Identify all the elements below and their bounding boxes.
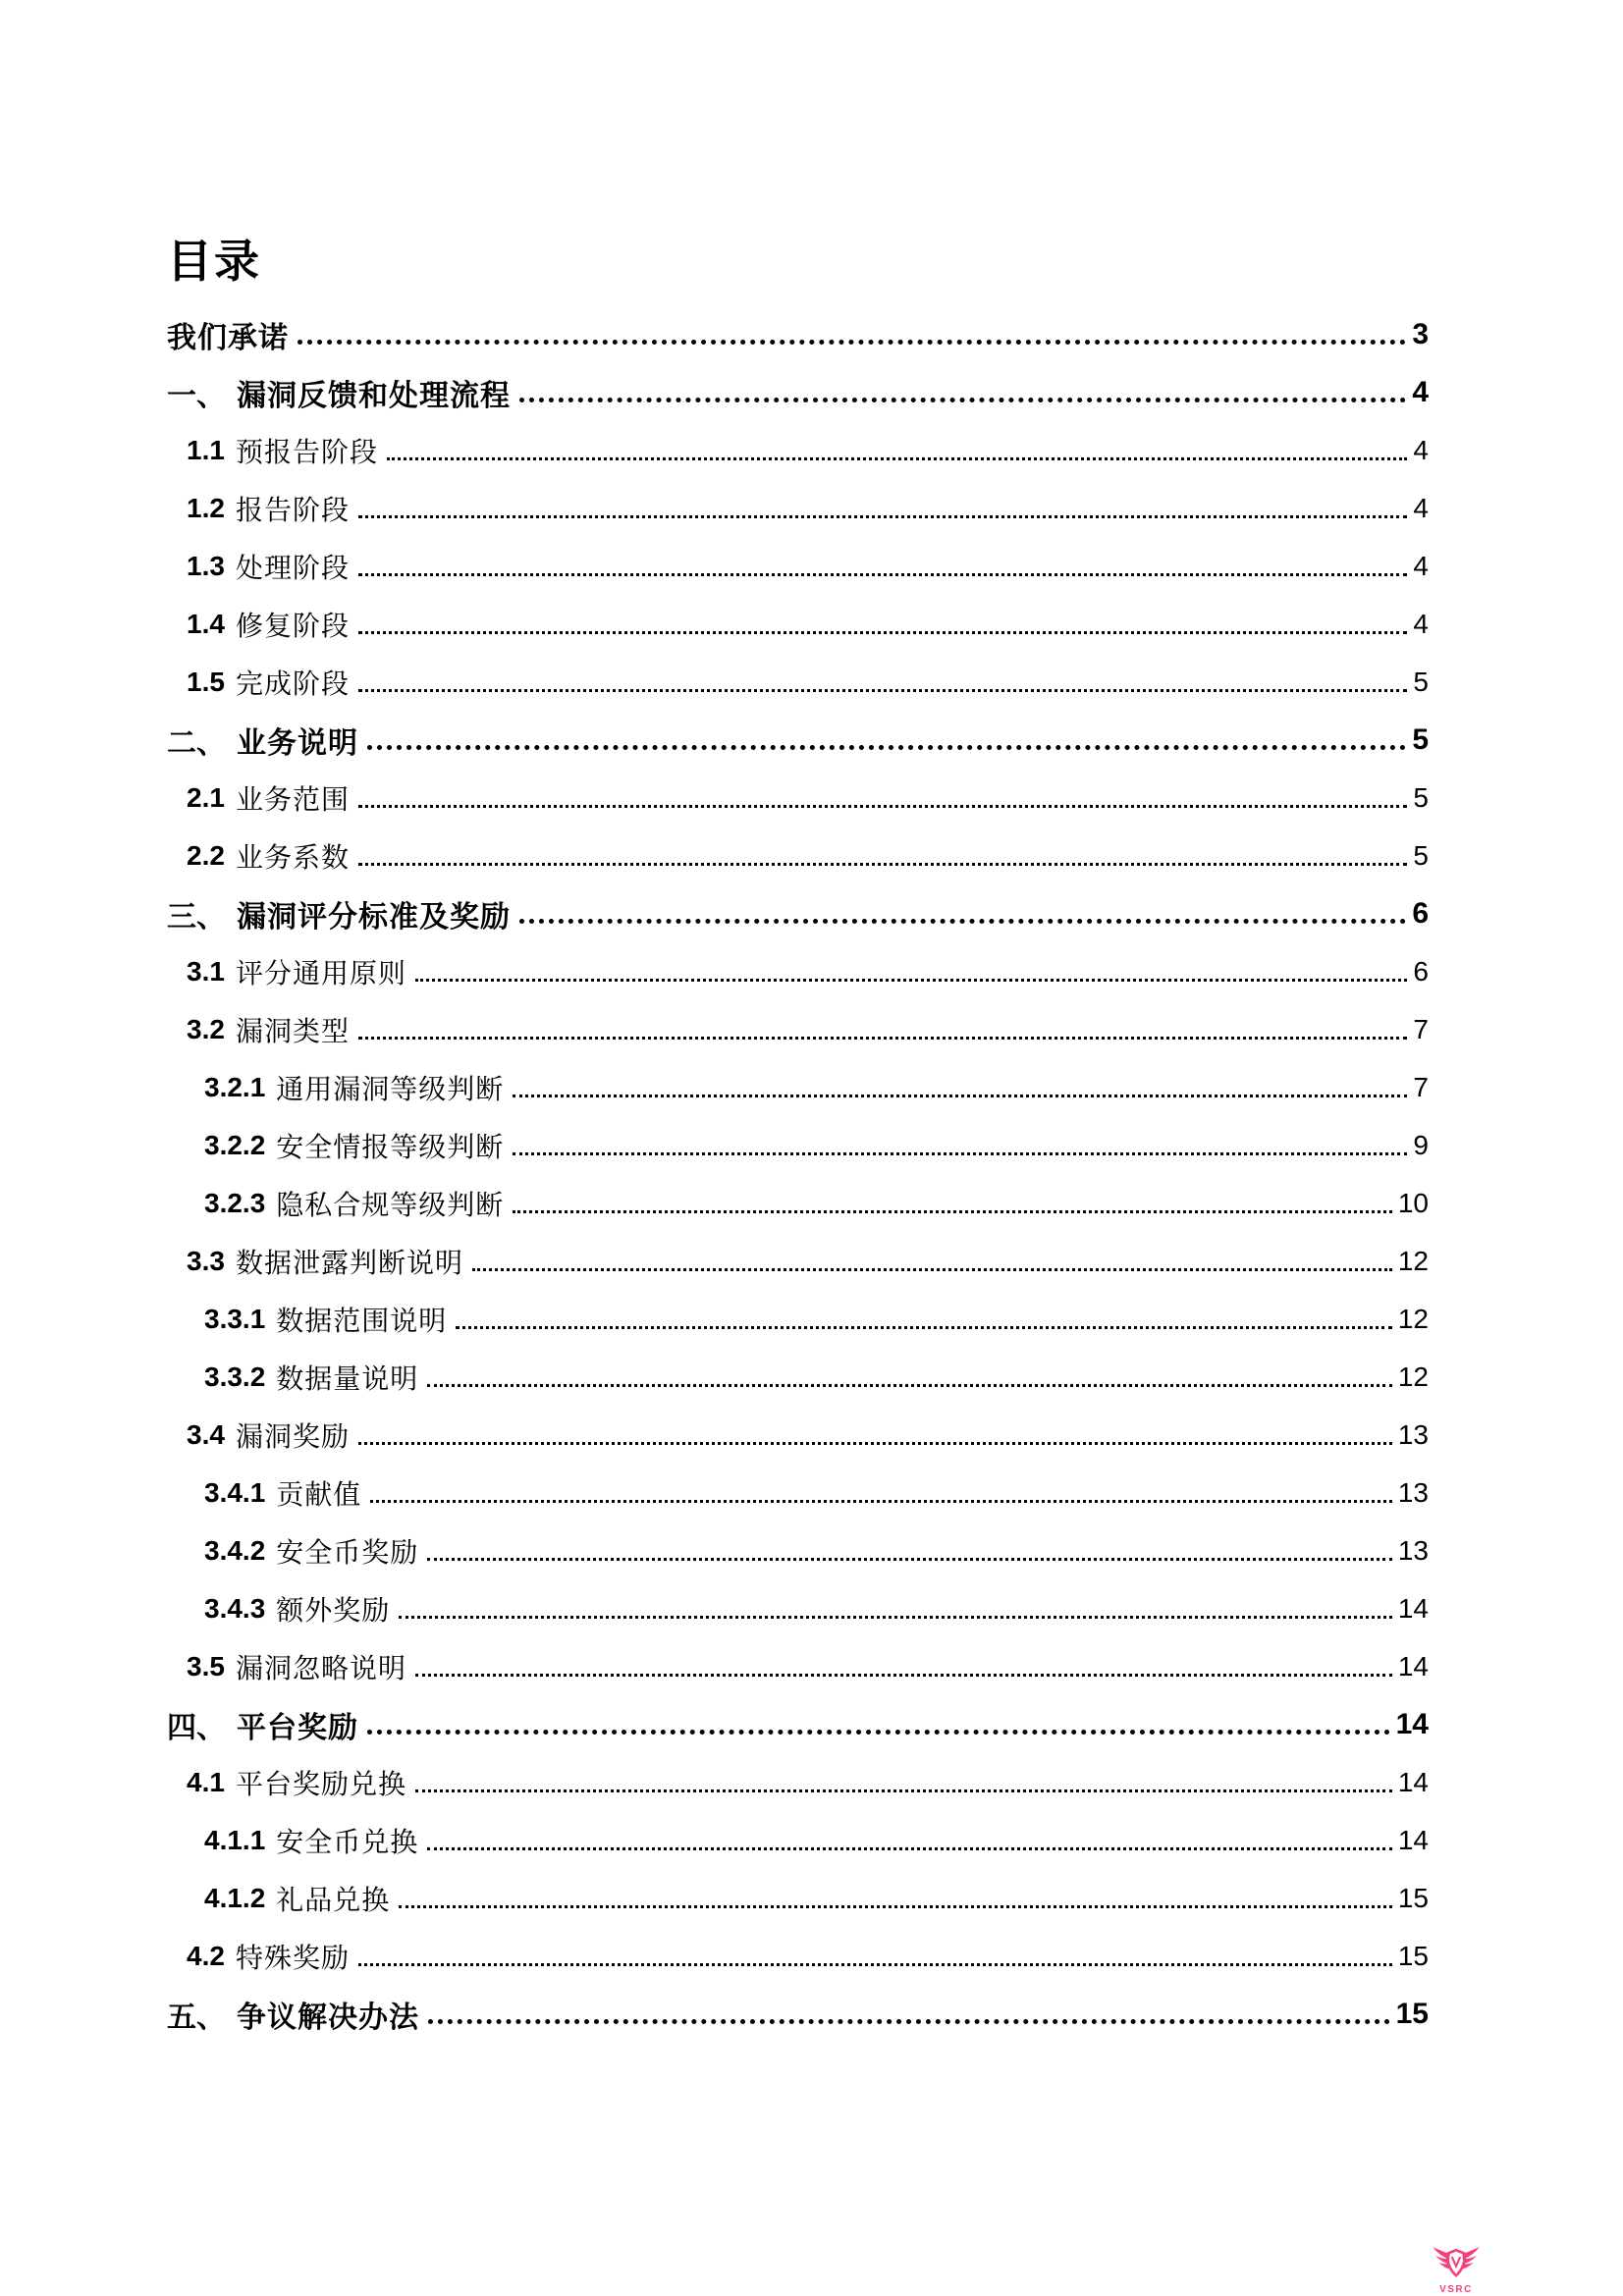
toc-entry-page: 5	[1413, 839, 1429, 871]
toc-entry-label: 通用漏洞等级判断	[276, 1073, 505, 1104]
toc-entry-number: 3.2	[187, 1013, 225, 1044]
toc-entry-page: 5	[1412, 722, 1429, 756]
toc-entry-number: 3.1	[187, 955, 225, 987]
toc-entry[interactable]	[167, 1406, 1429, 1464]
toc-entry-page: 13	[1397, 1476, 1429, 1508]
toc-entry[interactable]	[167, 1522, 1429, 1579]
toc-entry-number: 2.1	[187, 781, 225, 813]
toc-entry-label: 平台奖励兑换	[235, 1768, 406, 1799]
toc-entry-number: 三、	[167, 900, 226, 934]
toc-entry-label: 安全情报等级判断	[276, 1131, 505, 1162]
toc-entry-label: 安全币兑换	[276, 1826, 419, 1857]
toc-entry-number: 4.1.1	[204, 1824, 266, 1855]
toc-entry-label: 业务系数	[235, 841, 350, 873]
toc-entry[interactable]	[167, 1290, 1429, 1348]
toc-entry-number: 3.4.3	[204, 1592, 266, 1624]
toc-entry-label: 额外奖励	[276, 1594, 391, 1626]
toc-dot-leader	[358, 515, 1407, 518]
toc-entry-label: 业务说明	[237, 726, 358, 760]
toc-entry[interactable]	[167, 421, 1429, 479]
toc-entry-label: 数据范围说明	[276, 1305, 448, 1336]
toc-entry-page: 15	[1397, 1882, 1429, 1913]
toc-entry-label: 预报告阶段	[235, 436, 378, 467]
toc-entry-page: 7	[1413, 1071, 1429, 1102]
toc-entry-number: 4.1.2	[204, 1882, 266, 1913]
toc-entry-number: 四、	[167, 1711, 226, 1744]
toc-entry-label: 数据泄露判断说明	[235, 1247, 463, 1278]
toc-dot-leader	[428, 2019, 1390, 2024]
toc-dot-leader	[387, 457, 1407, 460]
toc-dot-leader	[415, 1789, 1392, 1792]
toc-entry-label: 漏洞类型	[235, 1015, 350, 1046]
toc-entry[interactable]	[167, 827, 1429, 884]
toc-dot-leader	[427, 1384, 1392, 1387]
toc-dot-leader	[370, 1500, 1392, 1503]
toc-entry-label: 报告阶段	[235, 494, 350, 525]
toc-dot-leader	[358, 1963, 1392, 1966]
brand-footer	[1430, 2246, 1483, 2295]
toc-entry-label: 特殊奖励	[235, 1942, 350, 1973]
toc-dot-leader	[367, 1730, 1390, 1735]
toc-entry-number: 3.4	[187, 1418, 225, 1450]
toc-entry-number: 3.2.1	[204, 1071, 266, 1102]
page-title: 目录	[167, 236, 261, 287]
toc-entry[interactable]	[167, 1927, 1429, 1985]
toc-dot-leader	[513, 1210, 1392, 1213]
toc-entry-label: 争议解决办法	[237, 2001, 419, 2034]
toc-entry-page: 14	[1397, 1766, 1429, 1797]
toc-dot-leader	[358, 573, 1407, 576]
toc-entry-page: 12	[1397, 1303, 1429, 1334]
toc-entry[interactable]	[167, 1232, 1429, 1290]
toc-entry[interactable]	[167, 1637, 1429, 1695]
toc-entry-page: 9	[1413, 1129, 1429, 1160]
toc-dot-leader	[415, 979, 1407, 982]
toc-entry-label: 漏洞反馈和处理流程	[237, 379, 511, 412]
toc-dot-leader	[399, 1905, 1392, 1908]
toc-entry-page: 4	[1413, 550, 1429, 581]
toc-entry-number: 3.3.2	[204, 1361, 266, 1392]
toc-entry-page: 3	[1412, 317, 1429, 350]
toc-dot-leader	[358, 863, 1407, 866]
toc-entry[interactable]	[167, 479, 1429, 537]
toc-entry[interactable]	[167, 653, 1429, 711]
toc-entry-number: 3.2.3	[204, 1187, 266, 1218]
toc-entry-page: 6	[1412, 896, 1429, 930]
toc-entry-label: 业务范围	[235, 783, 350, 815]
toc-dot-leader	[427, 1847, 1392, 1850]
toc-entry[interactable]	[167, 363, 1429, 421]
toc-dot-leader	[513, 1152, 1407, 1155]
toc-entry-page: 12	[1397, 1361, 1429, 1392]
toc-entry-number: 1.3	[187, 550, 225, 581]
toc-dot-leader	[358, 805, 1407, 808]
toc-entry-page: 4	[1412, 375, 1429, 408]
toc-entry-number: 3.5	[187, 1650, 225, 1682]
toc-entry[interactable]	[167, 305, 1429, 363]
toc-entry-page: 5	[1413, 666, 1429, 697]
toc-entry-number: 4.2	[187, 1940, 225, 1971]
toc-entry-label: 完成阶段	[235, 667, 350, 699]
toc-entry[interactable]	[167, 1753, 1429, 1811]
toc-entry-label: 漏洞奖励	[235, 1420, 350, 1452]
toc-entry-number: 2.2	[187, 839, 225, 871]
toc-entry-page: 4	[1413, 434, 1429, 465]
toc-dot-leader	[399, 1616, 1392, 1619]
toc-entry[interactable]	[167, 1000, 1429, 1058]
toc-entry-label: 评分通用原则	[235, 957, 406, 988]
toc-entry-label: 漏洞评分标准及奖励	[237, 900, 511, 934]
toc-entry-label: 漏洞忽略说明	[235, 1652, 406, 1683]
toc-dot-leader	[358, 1442, 1392, 1445]
toc-entry-page: 14	[1397, 1650, 1429, 1682]
toc-entry-page: 15	[1395, 1997, 1429, 2030]
toc-entry[interactable]	[167, 1348, 1429, 1406]
toc-entry-number: 二、	[167, 726, 226, 760]
toc-entry[interactable]	[167, 1985, 1429, 2043]
toc-entry-page: 5	[1413, 781, 1429, 813]
toc-list	[167, 305, 1429, 2043]
toc-dot-leader	[415, 1674, 1392, 1677]
toc-entry-number: 3.3.1	[204, 1303, 266, 1334]
toc-entry-label: 安全币奖励	[276, 1536, 419, 1568]
toc-dot-leader	[367, 745, 1406, 750]
toc-entry[interactable]	[167, 1058, 1429, 1116]
toc-dot-leader	[519, 919, 1406, 924]
toc-entry[interactable]	[167, 711, 1429, 769]
toc-entry[interactable]	[167, 884, 1429, 942]
toc-entry[interactable]	[167, 1174, 1429, 1232]
toc-entry-label: 隐私合规等级判断	[276, 1189, 505, 1220]
toc-entry[interactable]	[167, 1811, 1429, 1869]
toc-entry-label: 数据量说明	[276, 1362, 419, 1394]
toc-entry-page: 12	[1397, 1245, 1429, 1276]
toc-entry-page: 4	[1413, 492, 1429, 523]
toc-entry-label: 修复阶段	[235, 610, 350, 641]
toc-entry[interactable]	[167, 1869, 1429, 1927]
brand-logo-text: VSRC	[1439, 2284, 1473, 2295]
toc-entry-number: 4.1	[187, 1766, 225, 1797]
toc-entry-label: 礼品兑换	[276, 1884, 391, 1915]
toc-entry-number: 1.2	[187, 492, 225, 523]
toc-entry[interactable]	[167, 942, 1429, 1000]
toc-dot-leader	[298, 340, 1406, 345]
toc-entry-number: 3.2.2	[204, 1129, 266, 1160]
toc-dot-leader	[358, 689, 1407, 692]
toc-dot-leader	[456, 1326, 1392, 1329]
toc-entry-number: 五、	[167, 2001, 226, 2034]
toc-entry-number: 3.4.2	[204, 1534, 266, 1566]
toc-content	[167, 236, 1429, 2043]
toc-entry-label: 处理阶段	[235, 552, 350, 583]
toc-entry-page: 7	[1413, 1013, 1429, 1044]
toc-entry-number: 1.4	[187, 608, 225, 639]
toc-entry-page: 10	[1397, 1187, 1429, 1218]
toc-entry-page: 15	[1397, 1940, 1429, 1971]
toc-dot-leader	[472, 1268, 1392, 1271]
toc-entry-number: 3.3	[187, 1245, 225, 1276]
toc-entry-page: 6	[1413, 955, 1429, 987]
toc-entry[interactable]	[167, 537, 1429, 595]
toc-entry-page: 14	[1397, 1824, 1429, 1855]
toc-entry-number: 1.1	[187, 434, 225, 465]
toc-entry-label: 平台奖励	[237, 1711, 358, 1744]
toc-entry-number: 1.5	[187, 666, 225, 697]
toc-dot-leader	[427, 1558, 1392, 1561]
toc-entry-page: 4	[1413, 608, 1429, 639]
toc-entry[interactable]	[167, 1579, 1429, 1637]
toc-dot-leader	[513, 1095, 1407, 1097]
toc-entry-label: 贡献值	[276, 1478, 362, 1510]
toc-entry[interactable]	[167, 1464, 1429, 1522]
toc-entry-number: 一、	[167, 379, 226, 412]
toc-entry-number: 3.4.1	[204, 1476, 266, 1508]
toc-dot-leader	[358, 631, 1407, 634]
vsrc-winged-shield-icon	[1430, 2246, 1483, 2281]
toc-entry-page: 13	[1397, 1534, 1429, 1566]
toc-entry-page: 13	[1397, 1418, 1429, 1450]
toc-entry-page: 14	[1395, 1707, 1429, 1740]
toc-dot-leader	[358, 1037, 1407, 1040]
toc-entry-label: 我们承诺	[167, 321, 289, 354]
toc-entry[interactable]	[167, 1116, 1429, 1174]
toc-dot-leader	[519, 398, 1406, 402]
toc-entry-page: 14	[1397, 1592, 1429, 1624]
toc-entry[interactable]	[167, 1695, 1429, 1753]
toc-entry[interactable]	[167, 769, 1429, 827]
toc-entry[interactable]	[167, 595, 1429, 653]
